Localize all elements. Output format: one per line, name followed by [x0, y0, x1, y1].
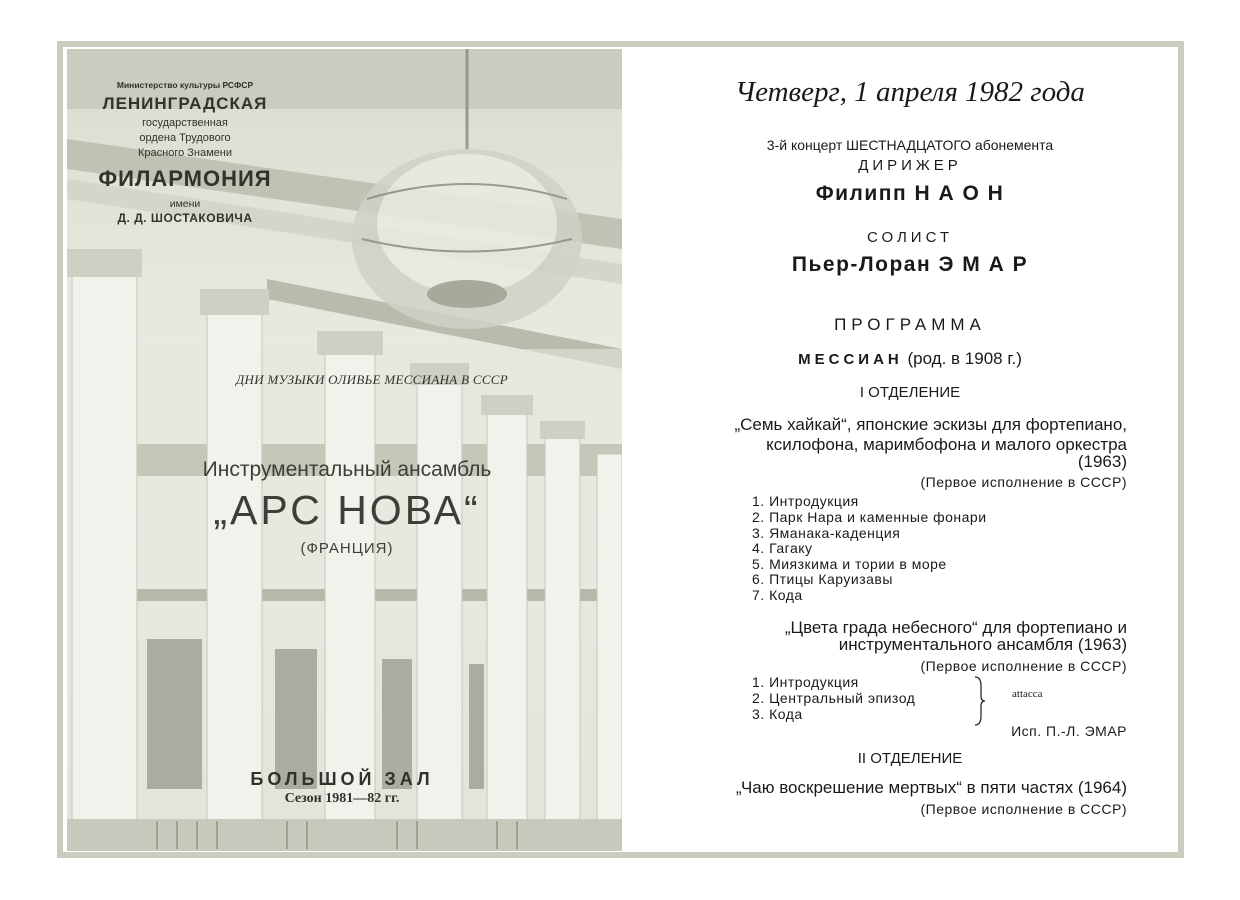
season-text: Сезон 1981—82 гг.	[284, 791, 400, 806]
work-3-title: „Чаю воскрешение мертвых“ в пяти частях (1964)	[735, 778, 1127, 797]
state-text	[85, 116, 285, 161]
work-1-movement: 7. Кода	[752, 587, 803, 603]
program-heading: ПРОГРАММА	[834, 315, 986, 334]
state-line-3: Красного Знамени	[137, 147, 232, 159]
soloist-label: СОЛИСТ	[866, 229, 954, 246]
ensemble-label: Инструментальный ансамбль	[202, 458, 492, 481]
work-2-movement: 1. Интродукция	[752, 674, 859, 690]
concert-subscription: 3-й концерт ШЕСТНАДЦАТОГО абонемента	[766, 137, 1054, 153]
work-2-title-line-1: „Цвета града небесного“ для фортепиано и	[784, 618, 1127, 637]
work-1-movement: 2. Парк Нара и каменные фонари	[752, 509, 987, 525]
named-text: имени	[169, 198, 201, 210]
work-1-movement: 5. Миязкима и тории в море	[752, 556, 947, 572]
work-1-title-line-1: „Семь хайкай“, японские эскизы для фортепиано,	[734, 415, 1127, 434]
work-1-year: (1963)	[1077, 452, 1127, 471]
shostakovich-text: Д. Д. ШОСТАКОВИЧА	[117, 211, 253, 225]
cover-panel	[67, 49, 622, 851]
work-1-movement: 1. Интродукция	[752, 493, 859, 509]
state-line-1: государственная	[142, 117, 228, 129]
movement-brace	[972, 676, 986, 726]
composer-years: (род. в 1908 г.)	[902, 349, 1022, 368]
festival-title: ДНИ МУЗЫКИ ОЛИВЬЕ МЕССИАНА В СССР	[235, 372, 509, 387]
city-heading: ЛЕНИНГРАДСКАЯ	[102, 94, 268, 113]
composer-line	[640, 349, 1180, 369]
conductor-label: ДИРИЖЕР	[858, 157, 962, 174]
philharmonic-heading: ФИЛАРМОНИЯ	[98, 166, 272, 191]
hall-name: БОЛЬШОЙ ЗАЛ	[250, 769, 434, 789]
work-2-premiere-note: (Первое исполнение в СССР)	[920, 658, 1127, 674]
part-2-heading: II ОТДЕЛЕНИЕ	[857, 750, 963, 767]
work-2-title-line-2: инструментального ансамбля (1963)	[838, 635, 1127, 654]
attacca-marking: attacca	[1012, 688, 1043, 700]
ensemble-name: „АРС НОВА“	[213, 487, 481, 533]
work-1-movement: 6. Птицы Каруизавы	[752, 571, 893, 587]
work-1-premiere-note: (Первое исполнение в СССР)	[920, 474, 1127, 490]
ministry-text: Министерство культуры РСФСР	[116, 80, 254, 90]
concert-date: Четверг, 1 апреля 1982 года	[735, 76, 1085, 108]
work-3-premiere-note: (Первое исполнение в СССР)	[920, 801, 1127, 817]
work-1-title-line-2: ксилофона, маримбофона и малого оркестра	[766, 435, 1127, 454]
country-text: (ФРАНЦИЯ)	[300, 540, 394, 557]
composer-name: МЕССИАН	[798, 351, 903, 368]
part-1-heading: I ОТДЕЛЕНИЕ	[859, 384, 961, 401]
state-line-2: ордена Трудового	[139, 132, 231, 144]
work-2-movement: 3. Кода	[752, 706, 803, 722]
work-2-movement: 2. Центральный эпизод	[752, 690, 916, 706]
conductor-name: Филипп Н А О Н	[815, 182, 1005, 205]
work-1-movement: 4. Гагаку	[752, 540, 813, 556]
work-1-movement: 3. Яманака-каденция	[752, 525, 901, 541]
soloist-name: Пьер-Лоран Э М А Р	[791, 253, 1029, 276]
performer-credit: Исп. П.-Л. ЭМАР	[1011, 723, 1127, 739]
